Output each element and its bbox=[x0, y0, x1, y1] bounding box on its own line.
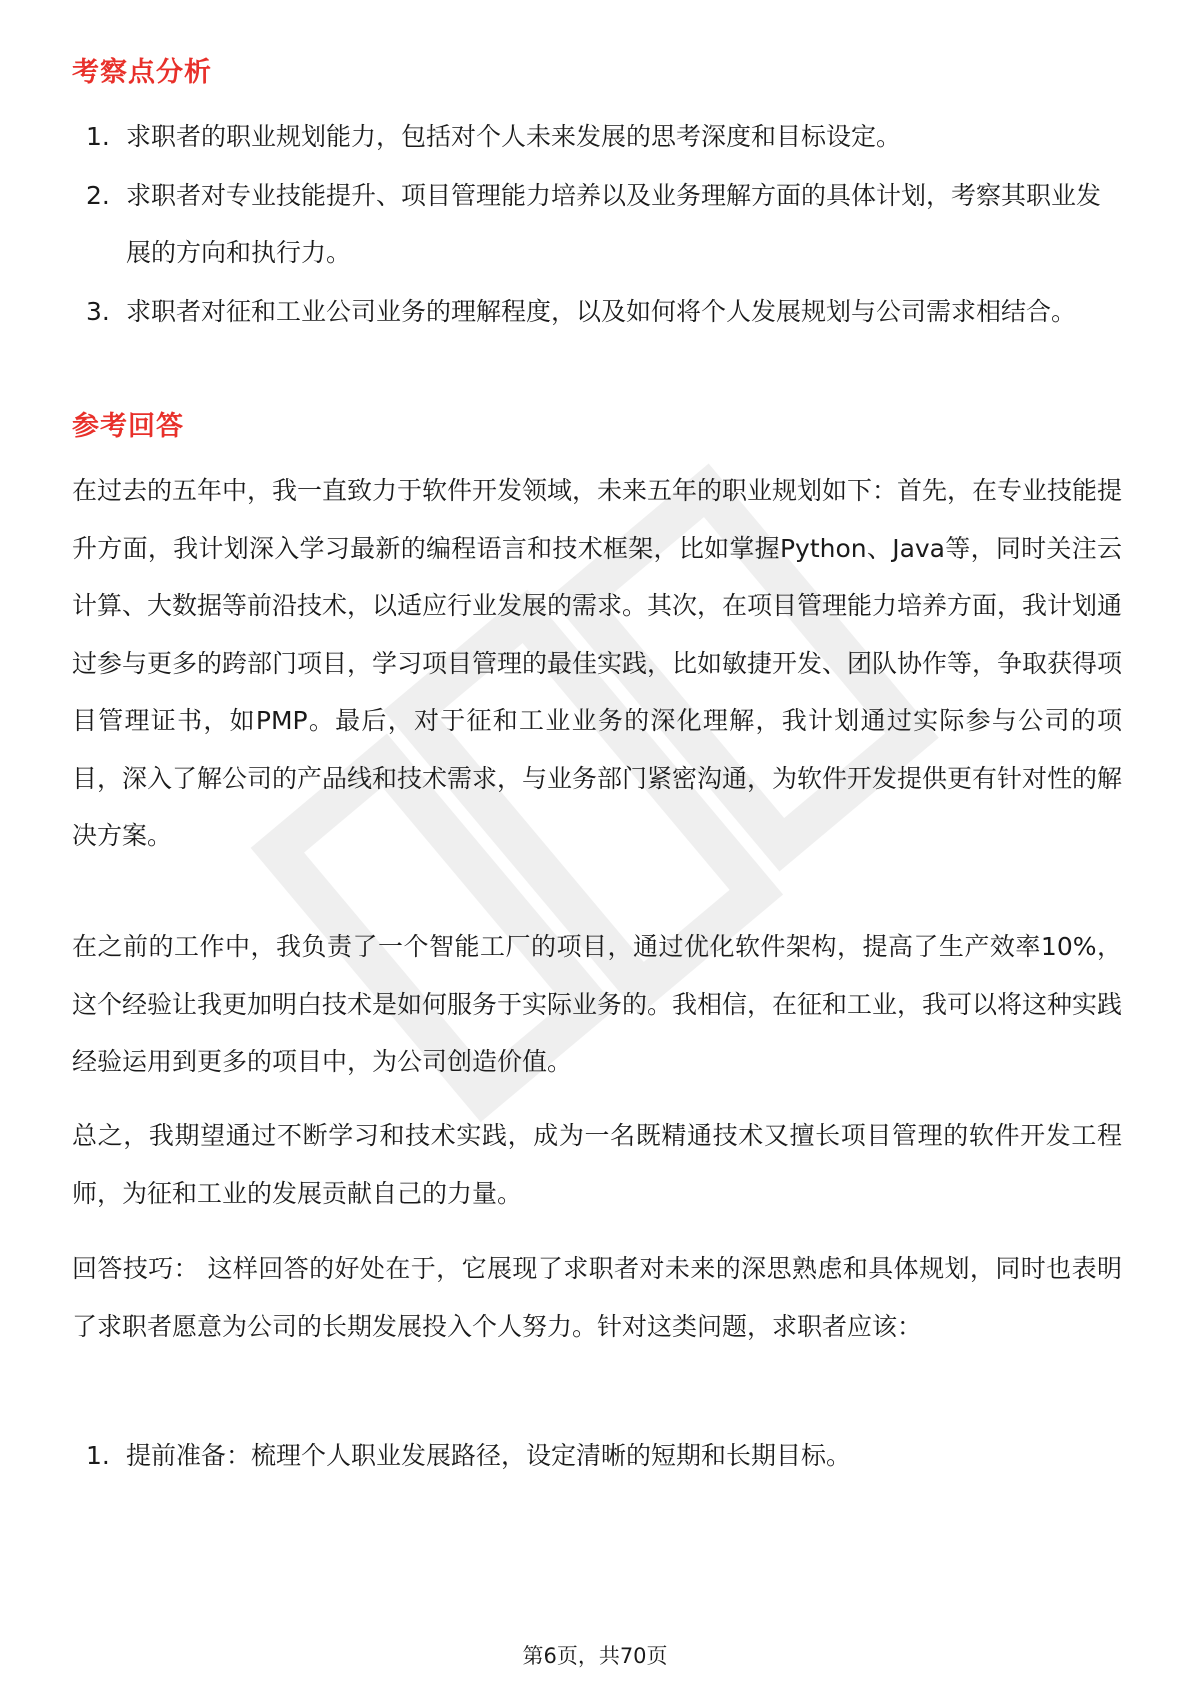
list-item bbox=[72, 108, 1122, 165]
section-title-reference-answer: 参考回答 bbox=[72, 411, 184, 442]
list-text: 求职者对专业技能提升、项目管理能力培养以及业务理解方面的具体计划，考察其职业发展的方向和执行力。 bbox=[126, 181, 1102, 267]
answer-paragraph-3: 总之，我期望通过不断学习和技术实践，成为一名既精通技术又擅长项目管理的软件开发工程师，为征和工业的发展贡献自己的力量。 bbox=[72, 1121, 1122, 1208]
section-title-analysis: 考察点分析 bbox=[72, 57, 212, 88]
answer-tips-paragraph: 回答技巧： 这样回答的好处在于，它展现了求职者对未来的深思熟虑和具体规划，同时也表明了求职者愿意为公司的长期发展投入个人努力。针对这类问题，求职者应该： bbox=[72, 1254, 1122, 1341]
list-text: 求职者的职业规划能力，包括对个人未来发展的思考深度和目标设定。 bbox=[126, 122, 902, 151]
list-number: 2. bbox=[86, 181, 110, 210]
list-number: 3. bbox=[86, 297, 110, 326]
list-item bbox=[72, 167, 1122, 281]
list-text: 求职者对征和工业公司业务的理解程度，以及如何将个人发展规划与公司需求相结合。 bbox=[126, 297, 1077, 326]
answer-paragraph-1: 在过去的五年中，我一直致力于软件开发领域，未来五年的职业规划如下：首先，在专业技能提升方面，我计划深入学习最新的编程语言和技术框架，比如掌握Python、Java等，同时关注云计算、大数据等前沿技术，以适应行业发展的需求。其次，在项目管理能力培养方面，我计划通过参与更多的跨部门项目，学习项目管理的最佳实践，比如敏捷开发、团队协作等，争取获得项目管理证书，如PMP。最后，对于征和工业业务的深化理解，我计划通过实际参与公司的项目，深入了解公司的产品线和技术需求，与业务部门紧密沟通，为软件开发提供更有针对性的解决方案。 bbox=[72, 476, 1123, 850]
answer-paragraph-2: 在之前的工作中，我负责了一个智能工厂的项目，通过优化软件架构，提高了生产效率10%，这个经验让我更加明白技术是如何服务于实际业务的。我相信，在征和工业，我可以将这种实践经验运用到更多的项目中，为公司创造价值。 bbox=[72, 932, 1123, 1076]
list-number: 1. bbox=[86, 122, 110, 151]
list-item bbox=[72, 1427, 1122, 1484]
analysis-list bbox=[72, 108, 1122, 342]
list-text: 提前准备：梳理个人职业发展路径，设定清晰的短期和长期目标。 bbox=[126, 1441, 852, 1470]
list-number: 1. bbox=[86, 1441, 110, 1470]
page-footer: 第6页，共70页 bbox=[522, 1644, 668, 1668]
tips-list bbox=[72, 1427, 1122, 1486]
list-item bbox=[72, 283, 1122, 340]
